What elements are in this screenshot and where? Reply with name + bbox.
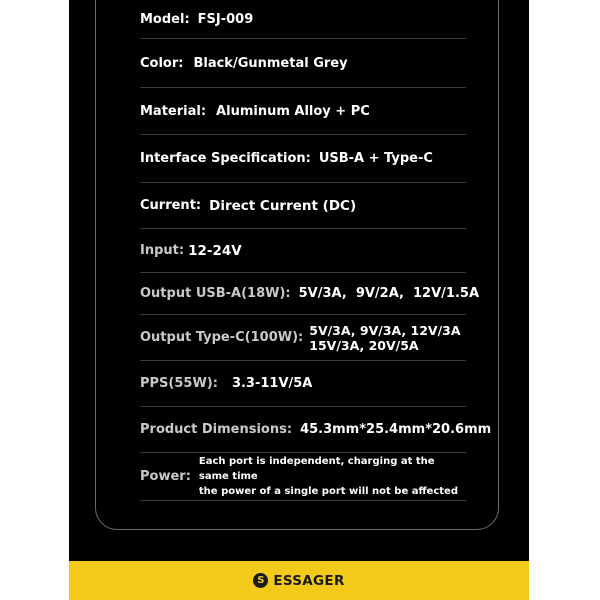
output-typec-value-line2: 15V/3A, 20V/5A <box>309 337 419 353</box>
power-label: Power: <box>140 469 191 484</box>
brand-footer <box>69 561 529 600</box>
spec-poster <box>69 0 529 600</box>
color-label: Color: <box>140 55 184 71</box>
current-value: Direct Current (DC) <box>209 197 357 214</box>
spec-row-output-typec <box>140 315 466 361</box>
output-usba-label: Output USB-A(18W): <box>140 286 291 301</box>
output-typec-values <box>309 323 460 353</box>
brand-name: ESSAGER <box>273 572 345 589</box>
interface-value: USB-A + Type-C <box>318 151 433 166</box>
input-label: Input: <box>140 243 185 258</box>
material-value: Aluminum Alloy + PC <box>216 103 370 119</box>
dimensions-value: 45.3mm*25.4mm*20.6mm <box>300 422 492 437</box>
output-typec-label: Output Type-C(100W): <box>140 330 304 345</box>
spec-row-model <box>140 0 466 39</box>
spec-row-color <box>140 39 466 88</box>
spec-row-input <box>140 229 466 273</box>
power-value-line2: the power of a single port will not be affected <box>198 486 458 497</box>
spec-row-interface <box>140 135 466 183</box>
spec-row-current <box>140 183 466 229</box>
material-label: Material: <box>140 103 207 119</box>
output-typec-value-line1: 5V/3A, 9V/3A, 12V/3A <box>309 322 461 338</box>
essager-s-logo-icon: S <box>253 573 268 588</box>
power-values <box>199 454 466 499</box>
output-usba-value: 5V/3A, 9V/2A, 12V/1.5A <box>298 286 479 301</box>
spec-row-pps <box>140 361 466 407</box>
spec-row-dimensions <box>140 407 492 453</box>
current-label: Current: <box>140 198 202 213</box>
color-value: Black/Gunmetal Grey <box>193 55 348 71</box>
pps-value: 3.3-11V/5A <box>231 376 313 391</box>
spec-row-material <box>140 88 466 135</box>
model-value: FSJ-009 <box>197 11 254 27</box>
interface-label: Interface Specification: <box>140 151 311 166</box>
spec-row-output-usba <box>140 273 479 315</box>
input-value: 12-24V <box>188 242 242 259</box>
pps-label: PPS(55W): <box>140 376 218 391</box>
power-value-line1: Each port is independent, charging at the same time <box>198 456 435 482</box>
spec-row-power <box>140 453 466 501</box>
dimensions-label: Product Dimensions: <box>140 422 293 437</box>
model-label: Model: <box>140 11 190 27</box>
